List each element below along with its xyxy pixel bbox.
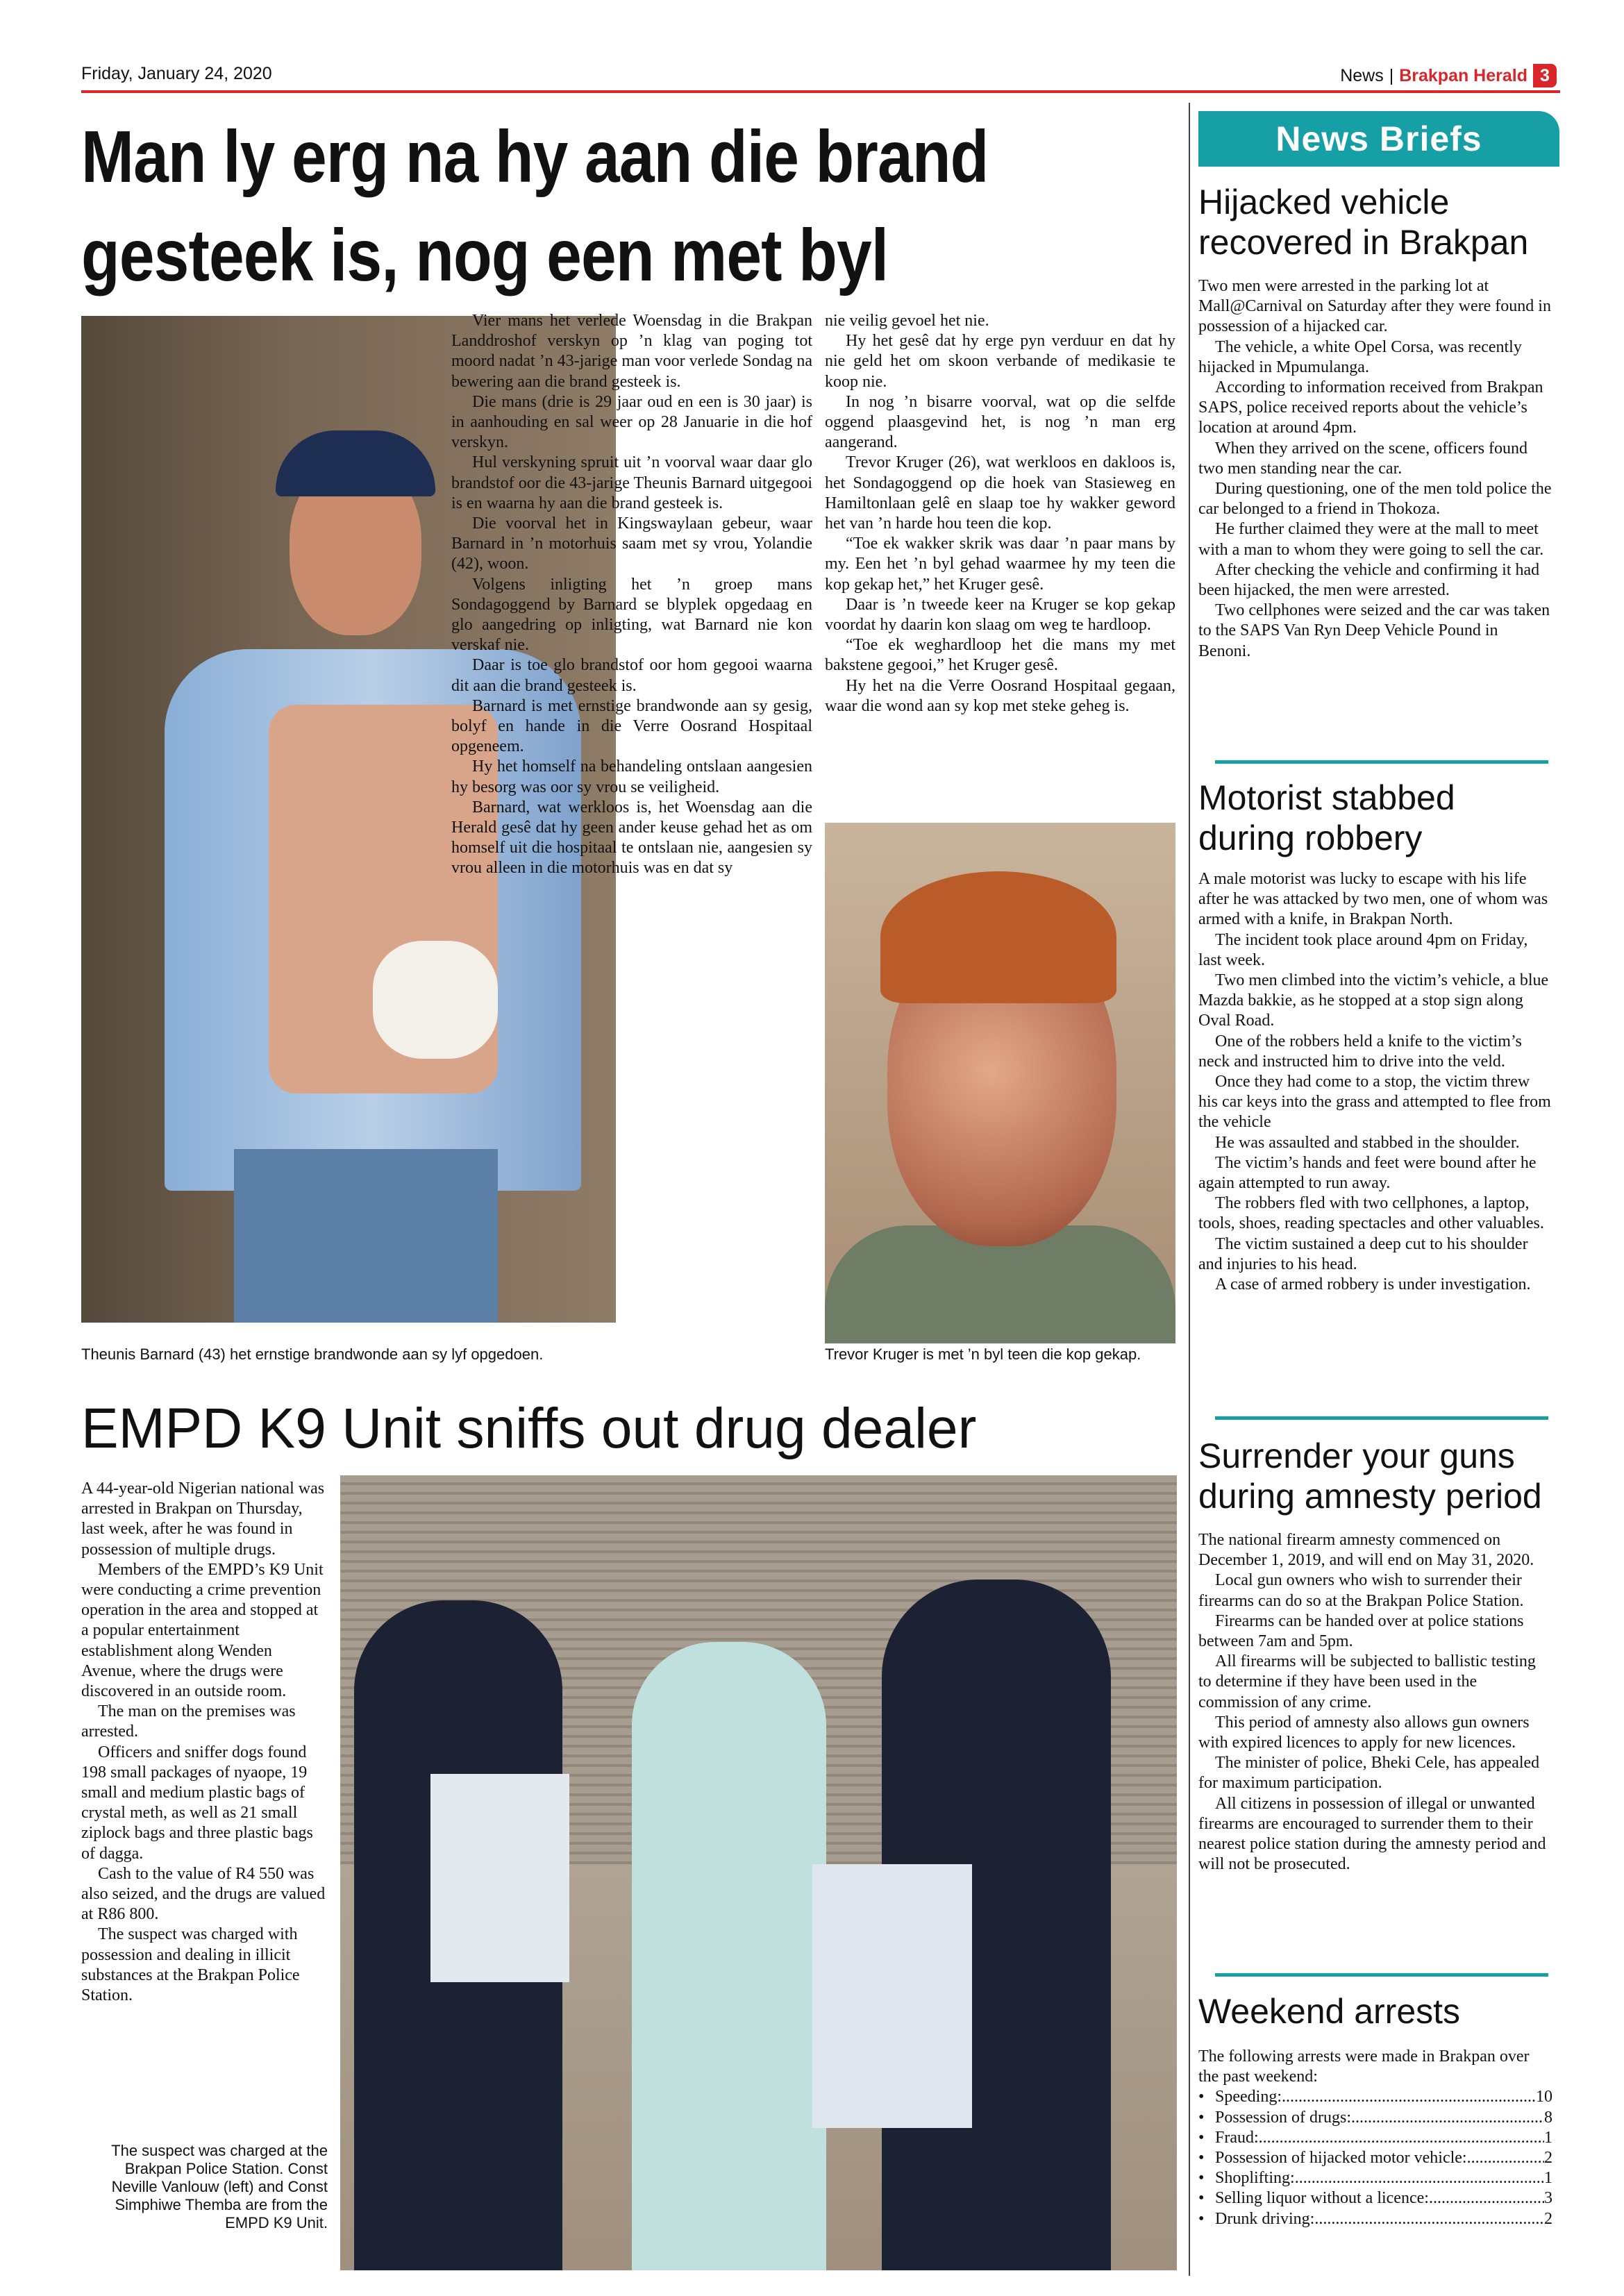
paragraph: A male motorist was lucky to escape with his life after he was attacked by two men, one of whom was armed with a knife, in Brakpan North.: [1198, 870, 1548, 929]
issue-date: Friday, January 24, 2020: [81, 64, 272, 83]
arrest-list: [1198, 2087, 1552, 2229]
paragraph: Hul verskyning spruit uit ’n voorval waar daar glo brandstof oor die 43-jarige Theunis Barnard uitgegooi is en waarna hy aan die brand gesteek is.: [451, 453, 812, 512]
paragraph: The minister of police, Bheki Cele, has appealed for maximum participation.: [1198, 1754, 1540, 1793]
paragraph: Firearms can be handed over at police stations between 7am and 5pm.: [1198, 1611, 1524, 1651]
paragraph: Die mans (drie is 29 jaar oud en een is 30 jaar) is in aanhouding en sal weer op 28 Januarie in die hof verskyn.: [451, 392, 812, 452]
brief-body-amnesty: [1198, 1530, 1552, 1875]
paragraph: He was assaulted and stabbed in the shoulder.: [1215, 1133, 1520, 1152]
paragraph: Officers and sniffer dogs found 198 small packages of nyaope, 19 small and medium plastic bags of crystal meth, as well as 21 small ziplock bags and three plastic bags of dagga.: [81, 1743, 313, 1863]
brief-headline-motorist: Motorist stabbed during robbery: [1198, 778, 1455, 857]
column-divider: [1189, 103, 1190, 2276]
brief-body-arrests: [1198, 2047, 1552, 2229]
paragraph: The suspect was charged with possession and dealing in illicit substances at the Brakpan Police Station.: [81, 1925, 300, 2005]
brief-headline-hijack: Hijacked vehicle recovered in Brakpan: [1198, 183, 1529, 262]
brief-divider: [1215, 1973, 1548, 1977]
paragraph: Two cellphones were seized and the car was taken to the SAPS Van Ryn Deep Vehicle Pound in Benoni.: [1198, 601, 1550, 660]
paragraph: “Toe ek wakker skrik was daar ’n paar mans by my. Een het ’n byl gehad waarmee hy my teen die kop gekap het,” het Kruger gesê.: [825, 535, 1175, 594]
paragraph: The robbers fled with two cellphones, a laptop, tools, shoes, reading spectacles and other valuables.: [1198, 1194, 1544, 1233]
paragraph: When they arrived on the scene, officers found two men standing near the car.: [1198, 439, 1528, 478]
paragraph: Local gun owners who wish to surrender their firearms can do so at the Brakpan Police Station.: [1198, 1571, 1524, 1610]
photo-caption-trevor: Trevor Kruger is met ’n byl teen die kop gekap.: [825, 1346, 1141, 1363]
arrest-item: [1198, 2087, 1552, 2107]
section-brand: [1340, 64, 1557, 87]
news-briefs-banner: News Briefs: [1198, 111, 1559, 167]
paragraph: Two men climbed into the victim’s vehicle, a blue Mazda bakkie, as he stopped at a stop sign along Oval Road.: [1198, 971, 1549, 1030]
bullet-icon: •: [1198, 2128, 1205, 2147]
leader-dots: [1467, 2148, 1544, 2168]
paragraph: The incident took place around 4pm on Friday, last week.: [1198, 930, 1528, 969]
paragraph: Two men were arrested in the parking lot at Mall@Carnival on Saturday after they were found in possession of a hijacked car.: [1198, 277, 1551, 336]
paragraph: Hy het gesê dat hy erge pyn verduur en dat hy nie geld het om skoon verbande of medikasie te koop nie.: [825, 332, 1175, 391]
paragraph: This period of amnesty also allows gun owners with expired licences to apply for new licences.: [1198, 1713, 1530, 1752]
arrest-count: 2: [1544, 2209, 1552, 2228]
arrest-label: Possession of drugs:: [1215, 2108, 1352, 2127]
photo-bandage: [373, 941, 498, 1059]
photo-caption-k9: The suspect was charged at the Brakpan Police Station. Const Neville Vanlouw (left) and Const Simphiwe Themba are from the EMPD K9 Unit.: [111, 2142, 328, 2231]
paragraph: The man on the premises was arrested.: [81, 1702, 296, 1741]
arrest-label: Shoplifting:: [1215, 2169, 1295, 2188]
bullet-icon: •: [1198, 2169, 1205, 2188]
paragraph: “Toe ek weghardloop het die mans my met bakstene gegooi,” het Kruger gesê.: [825, 636, 1175, 675]
photo-caption-theunis: Theunis Barnard (43) het ernstige brandwonde aan sy lyf opgedoen.: [81, 1346, 544, 1363]
story2-body: [81, 1479, 328, 2006]
paragraph: The victim sustained a deep cut to his shoulder and injuries to his head.: [1198, 1234, 1528, 1273]
brief-body-hijack: [1198, 276, 1552, 662]
photo-evidence-bag: [430, 1774, 569, 1982]
section-separator: |: [1389, 65, 1394, 85]
paragraph: The vehicle, a white Opel Corsa, was recently hijacked in Mpumulanga.: [1198, 337, 1522, 376]
photo-hair: [880, 871, 1116, 1003]
k9-headline: EMPD K9 Unit sniffs out drug dealer: [81, 1397, 977, 1460]
paragraph: nie veilig gevoel het nie.: [825, 312, 989, 330]
paragraph: In nog ’n bisarre voorval, wat op die selfde oggend plaasgevind het, is nog ’n man erg aangerand.: [825, 392, 1175, 452]
arrest-count: 3: [1544, 2189, 1552, 2208]
arrest-item: [1198, 2128, 1552, 2148]
paragraph: Barnard is met ernstige brandwonde aan sy gesig, bolyf en hande in die Verre Oosrand Hospitaal opgeneem.: [451, 696, 812, 756]
leader-dots: [1282, 2087, 1536, 2107]
arrest-count: 1: [1544, 2128, 1552, 2147]
photo-suspect: [632, 1642, 826, 2270]
paragraph: Daar is toe glo brandstof oor hom gegooi waarna dit aan die brand gesteek is.: [451, 656, 812, 695]
story1-column-1: [451, 311, 812, 879]
paragraph: Hy het homself na behandeling ontslaan aangesien hy besorg was oor sy vrou se veiligheid.: [451, 757, 812, 796]
paragraph: During questioning, one of the men told police the car belonged to a friend in Thokoza.: [1198, 480, 1552, 519]
photo-jeans: [234, 1149, 498, 1323]
brief-divider: [1215, 760, 1548, 764]
paragraph: He further claimed they were at the mall to meet with a man to whom they were going to sell the car.: [1198, 520, 1544, 559]
arrest-item: [1198, 2188, 1552, 2209]
arrest-label: Fraud:: [1215, 2128, 1259, 2147]
paragraph: Daar is ’n tweede keer na Kruger se kop gekap voordat hy daarin kon slaag om weg te hardloop.: [825, 595, 1175, 635]
bullet-icon: •: [1198, 2189, 1205, 2208]
arrest-label: Drunk driving:: [1215, 2209, 1315, 2228]
paragraph: According to information received from Brakpan SAPS, police received reports about the vehicle’s location at around 4pm.: [1198, 378, 1543, 437]
arrest-count: 1: [1544, 2169, 1552, 2188]
paragraph: A 44-year-old Nigerian national was arrested in Brakpan on Thursday, last week, after he was found in possession of multiple drugs.: [81, 1480, 325, 1559]
brief-headline-arrests: Weekend arrests: [1198, 1992, 1461, 2031]
bullet-icon: •: [1198, 2088, 1205, 2106]
section-label: News: [1340, 65, 1384, 85]
arrest-item: [1198, 2209, 1552, 2229]
photo-evidence-bag: [812, 1864, 972, 2128]
leader-dots: [1295, 2168, 1544, 2188]
paragraph: Die voorval het in Kingswaylaan gebeur, waar Barnard in ’n motorhuis saam met sy vrou, Yolandie (42), woon.: [451, 514, 812, 573]
photo-k9-officers: [340, 1475, 1177, 2270]
paragraph: Volgens inligting het ’n groep mans Sondagoggend by Barnard se blyplek opgedaag en glo aangedring op inligting, wat Barnard nie kon verskaf nie.: [451, 575, 812, 655]
paragraph: Vier mans het verlede Woensdag in die Brakpan Landdroshof verskyn op ’n klag van poging tot moord nadat ’n 43-jarige man voor verlede Sondag na bewering aan die brand gesteek is.: [451, 312, 812, 391]
paragraph: Cash to the value of R4 550 was also seized, and the drugs are valued at R86 800.: [81, 1864, 326, 1924]
paragraph: All citizens in possession of illegal or unwanted firearms are encouraged to surrender them to their nearest police station during the amnesty period and will not be prosecuted.: [1198, 1794, 1546, 1874]
paragraph: Members of the EMPD’s K9 Unit were conducting a crime prevention operation in the area and stopped at a popular entertainment establishment along Wenden Avenue, where the drugs were discovered in an outside room.: [81, 1560, 324, 1701]
arrest-count: 10: [1536, 2088, 1552, 2106]
paragraph: Trevor Kruger (26), wat werkloos en dakloos is, het Sondagoggend op die hoek van Stasieweg en Hamiltonlaan gelê en slaap toe hy wakker geword het van ’n harde hou teen die kop.: [825, 453, 1175, 533]
arrest-label: Speeding:: [1215, 2088, 1282, 2106]
paragraph: Barnard, wat werkloos is, het Woensdag aan die Herald gesê dat hy geen ander keuse gehad het as om homself uit die hospitaal te ontslaan nie, aangesien sy vrou alleen in die motorhuis was en dat sy: [451, 798, 812, 878]
leader-dots: [1351, 2108, 1544, 2128]
arrest-item: [1198, 2168, 1552, 2188]
arrest-count: 2: [1544, 2149, 1552, 2168]
header-rule: [81, 90, 1560, 93]
bullet-icon: •: [1198, 2209, 1205, 2228]
story1-column-2: [825, 311, 1175, 717]
paragraph: Hy het na die Verre Oosrand Hospitaal gegaan, waar die wond aan sy kop met steke geheg is.: [825, 676, 1175, 715]
arrest-item: [1198, 2148, 1552, 2168]
paragraph: The national firearm amnesty commenced on December 1, 2019, and will end on May 31, 2020.: [1198, 1531, 1534, 1570]
brief-body-motorist: [1198, 869, 1552, 1295]
bullet-icon: •: [1198, 2149, 1205, 2168]
bullet-icon: •: [1198, 2108, 1205, 2127]
arrest-label: Selling liquor without a licence:: [1215, 2189, 1429, 2208]
paragraph: The victim’s hands and feet were bound after he again attempted to run away.: [1198, 1153, 1537, 1193]
paragraph: After checking the vehicle and confirming it had been hijacked, the men were arrested.: [1198, 560, 1540, 600]
paragraph: The following arrests were made in Brakpan over the past weekend:: [1198, 2047, 1530, 2086]
page-number: 3: [1533, 64, 1557, 87]
photo-trevor-kruger: [825, 823, 1175, 1343]
leader-dots: [1429, 2188, 1544, 2209]
arrest-label: Possession of hijacked motor vehicle:: [1215, 2149, 1467, 2168]
brief-headline-amnesty: Surrender your guns during amnesty period: [1198, 1436, 1542, 1516]
brief-divider: [1215, 1416, 1548, 1420]
paragraph: A case of armed robbery is under investigation.: [1215, 1275, 1531, 1294]
arrest-item: [1198, 2108, 1552, 2128]
paragraph: One of the robbers held a knife to the victim’s neck and instructed him to drive into the veld.: [1198, 1032, 1522, 1071]
paragraph: Once they had come to a stop, the victim threw his car keys into the grass and attempted to flee from the vehicle: [1198, 1073, 1551, 1132]
leader-dots: [1259, 2128, 1544, 2148]
masthead-brand: Brakpan Herald: [1399, 65, 1527, 85]
paragraph: All firearms will be subjected to ballistic testing to determine if they have been used in the commission of any crime.: [1198, 1652, 1536, 1711]
main-headline: Man ly erg na hy aan die brand gesteek is, nog een met byl: [81, 116, 989, 296]
leader-dots: [1314, 2209, 1544, 2229]
arrest-count: 8: [1544, 2108, 1552, 2127]
